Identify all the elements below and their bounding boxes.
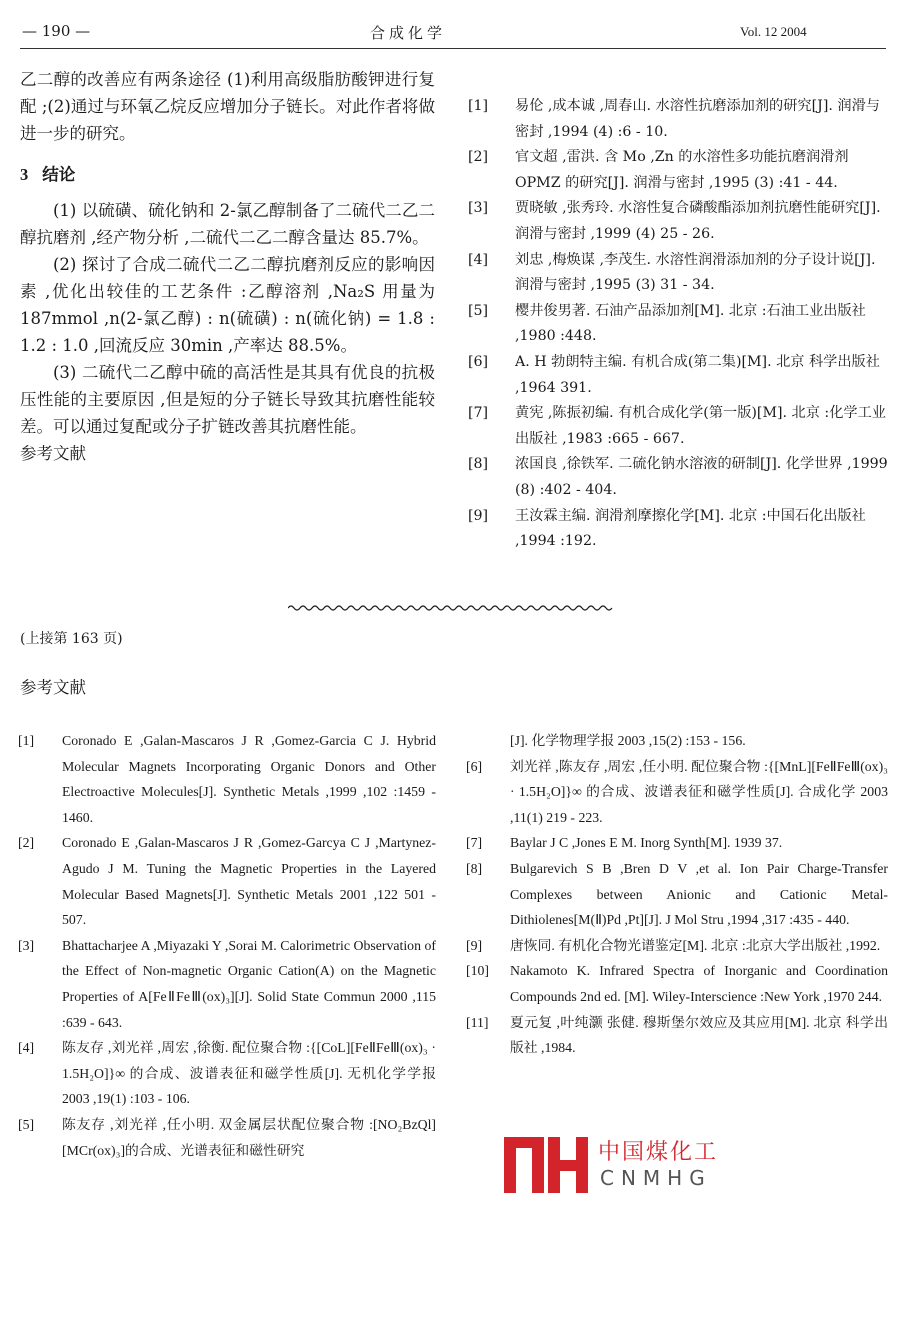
- reference-item: [466, 754, 888, 831]
- conclusion-paragraph-2: (2) 探讨了合成二硫代二乙二醇抗磨剂反应的影响因素 ,优化出较佳的工艺条件 :乙醇溶剂 ,Na₂S 用量为 187mmol ,n(2-氯乙醇) : n(硫磺) : n(硫化钠) = 1.8 : 1.2 : 1.0 ,回流反应 30min ,产率达 88.5%。: [20, 255, 435, 355]
- reference-text: 刘忠 ,梅焕谋 ,李茂生. 水溶性润滑添加剂的分子设计说[J]. 润滑与密封 ,1995 (3) 31 - 34.: [515, 251, 876, 294]
- reference-number: [1]: [468, 98, 489, 114]
- conclusion-paragraph-1: (1) 以硫磺、硫化钠和 2-氯乙醇制备了二硫代二乙二醇抗磨剂 ,经产物分析 ,二硫代二乙二醇含量达 85.7%。: [20, 201, 435, 247]
- reference-item: [468, 94, 888, 145]
- reference-item: [18, 933, 436, 1035]
- reference-item: [466, 933, 888, 959]
- reference-item: [18, 1035, 436, 1112]
- reference-text: Baylar J C ,Jones E M. Inorg Synth[M]. 1939 37.: [510, 835, 783, 851]
- reference-item: [466, 830, 888, 856]
- reference-text: Nakamoto K. Infrared Spectra of Inorganic and Coordination Compounds 2nd ed. [M]. Wiley-Interscience :New York ,1970 244.: [510, 963, 888, 1004]
- wave-divider: [288, 602, 618, 614]
- reference-item: [468, 350, 888, 401]
- reference-item: [18, 728, 436, 830]
- reference-text: Bulgarevich S B ,Bren D V ,et al. Ion Pair Charge-Transfer Complexes between Anionic and Cationic Metal-Dithiolenes[M(Ⅱ)Pd ,Pt][J]. J Mol Stru ,1994 ,317 :435 - 440.: [510, 860, 888, 928]
- reference-item: [466, 1010, 888, 1061]
- reference-number: [9]: [468, 507, 489, 524]
- reference-text: Coronado E ,Galan-Mascaros J R ,Gomez-Garcya C J ,Martynez-Agudo J M. Tuning the Magnetic Properties in the Layered Molecular Based Magnets[J]. Synthetic Metals 2001 ,122 501 - 507.: [62, 835, 436, 928]
- logo-chinese-text: 中国煤化工: [598, 1140, 719, 1165]
- reference-item: [468, 452, 888, 503]
- logo-english-text: CNMHG: [600, 1166, 712, 1190]
- reference-item: [468, 145, 888, 196]
- reference-number: [3]: [18, 937, 35, 953]
- reference-number: [3]: [468, 200, 489, 217]
- reference-number: [11]: [466, 1014, 489, 1030]
- reference-text: 刘光祥 ,陈友存 ,周宏 ,任小明. 配位聚合物 :{[MnL][FeⅡFeⅢ(ox)₃ · 1.5H₂O]}∞ 的合成、波谱表征和磁学性质[J]. 合成化学 2003 ,11(1) 219 - 223.: [510, 758, 888, 825]
- reference-number: [7]: [468, 405, 489, 422]
- reference-text: 贾晓敏 ,张秀玲. 水溶性复合磷酸酯添加剂抗磨性能研究[J]. 润滑与密封 ,1999 (4) 25 - 26.: [515, 200, 881, 242]
- reference-item: [468, 504, 888, 555]
- reference-item: [468, 248, 888, 299]
- header-divider: [20, 48, 886, 49]
- section-title: 结论: [42, 165, 76, 184]
- reference-number: [6]: [466, 758, 483, 774]
- reference-item: [466, 856, 888, 933]
- reference-number: [7]: [466, 835, 483, 851]
- page-number: — 190 —: [22, 22, 91, 40]
- reference-number: [4]: [18, 1040, 35, 1056]
- reference-item: [466, 958, 888, 1009]
- reference-text: 黄宪 ,陈振初编. 有机合成化学(第一版)[M]. 北京 :化学工业出版社 ,1983 :665 - 667.: [515, 405, 886, 447]
- reference-text: 易伦 ,成本诚 ,周春山. 水溶性抗磨添加剂的研究[J]. 润滑与密封 ,1994 (4) :6 - 10.: [515, 98, 880, 140]
- bottom-left-references: [18, 728, 436, 1163]
- reference-text: A. H 勃朗特主编. 有机合成(第二集)[M]. 北京 科学出版社 ,1964 391.: [515, 353, 880, 396]
- references-heading-2: 参考文献: [20, 678, 86, 697]
- top-left-column: [20, 66, 435, 467]
- reference-item: [468, 299, 888, 350]
- reference-item: [468, 401, 888, 452]
- reference-text: 官文超 ,雷洪. 含 Mo ,Zn 的水溶性多功能抗磨润滑剂 OPMZ 的研究[J]. 润滑与密封 ,1995 (3) :41 - 44.: [515, 149, 849, 191]
- reference-number: [6]: [468, 353, 489, 370]
- reference-number: [4]: [468, 251, 489, 268]
- reference-text: 樱井俊男著. 石油产品添加剂[M]. 北京 :石油工业出版社 ,1980 :448.: [515, 302, 866, 345]
- section-number: 3: [20, 165, 29, 184]
- reference-number: [10]: [466, 963, 489, 979]
- reference-text: 唐恢同. 有机化合物光谱鉴定[M]. 北京 :北京大学出版社 ,1992.: [510, 937, 881, 953]
- reference-text: Bhattacharjee A ,Miyazaki Y ,Sorai M. Calorimetric Observation of the Effect of Non-magnetic Organic Cation(A) on the Magnetic Properties of A[FeⅡFeⅢ(ox)₃][J]. Solid State Commun 2000 ,115 :639 - 643.: [62, 937, 436, 1030]
- intro-paragraph: 乙二醇的改善应有两条途径 (1)利用高级脂肪酸钾进行复配 ;(2)通过与环氧乙烷反应增加分子链长。对此作者将做进一步的研究。: [20, 70, 435, 143]
- reference-item: [468, 196, 888, 247]
- reference-number: [5]: [468, 302, 489, 319]
- reference-number: [8]: [468, 456, 489, 473]
- volume-info: Vol. 12 2004: [740, 24, 807, 39]
- reference-number: [2]: [468, 149, 489, 166]
- references-heading: 参考文献: [20, 444, 86, 463]
- bottom-right-references: [466, 728, 888, 1061]
- reference-text: 陈友存 ,刘光祥 ,任小明. 双金属层状配位聚合物 :[NO₂BzQl][MCr(ox)₃]的合成、光谱表征和磁性研究: [62, 1116, 436, 1158]
- reference-text: 王汝霖主编. 润滑剂摩擦化学[M]. 北京 :中国石化出版社 ,1994 :192.: [515, 507, 866, 550]
- reference-text: Coronado E ,Galan-Mascaros J R ,Gomez-Garcia C J. Hybrid Molecular Magnets Incorporating Organic Donors and Other Electroactive Molecules[J]. Synthetic Metals ,1999 ,102 :1459 - 1460.: [62, 733, 436, 825]
- reference-number: [8]: [466, 860, 483, 876]
- reference-item: [18, 1112, 436, 1163]
- reference-number: [1]: [18, 733, 35, 748]
- reference-number: [9]: [466, 937, 483, 953]
- top-references-list: [468, 94, 888, 555]
- section-heading: [20, 161, 435, 185]
- reference-text: 夏元复 ,叶纯灏 张健. 穆斯堡尔效应及其应用[M]. 北京 科学出版社 ,1984.: [510, 1014, 888, 1056]
- reference-text: 陈友存 ,刘光祥 ,周宏 ,徐衡. 配位聚合物 :{[CoL][FeⅡFeⅢ(ox)₃ · 1.5H₂O]}∞ 的合成、波谱表征和磁学性质[J]. 无机化学学报 2003 ,19(1) :103 - 106.: [62, 1040, 436, 1107]
- reference-continuation: [J]. 化学物理学报 2003 ,15(2) :153 - 156.: [510, 733, 746, 748]
- reference-text: 浓国良 ,徐铁军. 二硫化钠水溶液的研制[J]. 化学世界 ,1999 (8) :402 - 404.: [515, 456, 888, 498]
- conclusion-paragraph-3: (3) 二硫代二乙醇中硫的高活性是其具有优良的抗极压性能的主要原因 ,但是短的分子链长导致其抗磨性能较差。可以通过复配或分子扩链改善其抗磨性能。: [20, 363, 435, 436]
- journal-title: 合成化学: [370, 24, 447, 42]
- reference-number: [5]: [18, 1116, 35, 1132]
- continued-note: (上接第 163 页): [20, 631, 123, 647]
- reference-number: [2]: [18, 835, 35, 851]
- reference-item: [18, 830, 436, 932]
